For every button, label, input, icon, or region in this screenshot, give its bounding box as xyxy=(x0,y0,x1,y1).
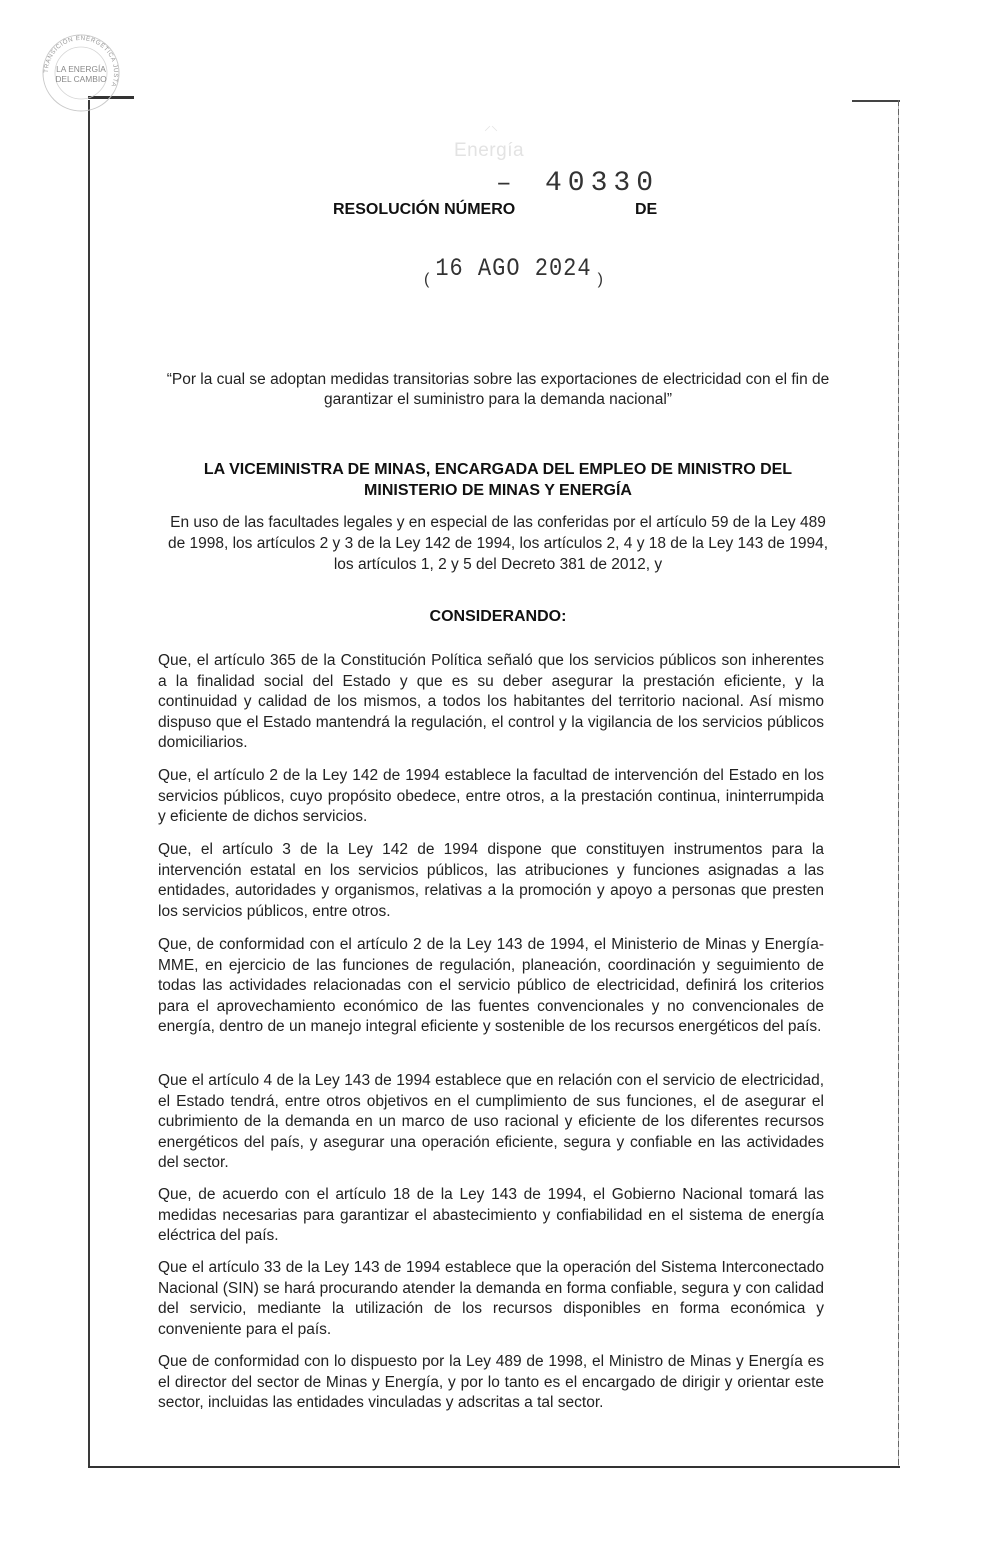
seal-center-line1: LA ENERGÍA xyxy=(56,64,106,74)
seal-ring-text: TRANSICIÓN ENERGÉTICA JUSTA xyxy=(42,34,120,88)
stamp-dash: – xyxy=(496,168,512,198)
considerando-paragraph: Que, el artículo 365 de la Constitución Política señaló que los servicios públicos son inherentes a la finalidad social del Estado y que es su deber asegurar la prestación eficiente, y la continuidad y calidad de los mismos, a todos los habitantes del territorio nacional. Así mismo dispuso que el Estado mantendrá la regulación, el control y la vigilancia de los servicios públicos domiciliarios. xyxy=(158,652,824,751)
resolution-title: RESOLUCIÓN NÚMERO xyxy=(333,201,516,218)
frame-top-right-border xyxy=(852,100,900,102)
resolution-subtitle: “Por la cual se adoptan medidas transitorias sobre las exportaciones de electricidad con el fin de garantizar el suministro para la demanda nacional” xyxy=(166,371,830,408)
date-paren-close: ) xyxy=(597,271,603,288)
date-paren-open: ( xyxy=(424,271,430,288)
resolution-number-stamp: 40330 xyxy=(545,168,660,199)
legal-powers-statement: En uso de las facultades legales y en especial de las conferidas por el artículo 59 de la Ley 489 de 1998, los artículos 2 y 3 de la Ley 142 de 1994, los artículos 2, 4 y 18 de la Ley 143 de 1994, los artículos 1, 2 y 5 del Decreto 381 de 2012, y xyxy=(167,514,829,573)
resolution-de-label: DE xyxy=(635,201,658,218)
resolution-date-stamp xyxy=(424,254,603,288)
considerando-paragraph: Que, el artículo 2 de la Ley 142 de 1994 establece la facultad de intervención del Estado en los servicios públicos, cuyo propósito obedece, entre otros, a la prestación continua, ininterrumpida y eficiente de dichos servicios. xyxy=(158,767,824,825)
issuing-authority: LA VICEMINISTRA DE MINAS, ENCARGADA DEL EMPLEO DE MINISTRO DEL MINISTERIO DE MINAS Y ENERGÍA xyxy=(203,461,793,499)
considerando-paragraph: Que el artículo 4 de la Ley 143 de 1994 establece que en relación con el servicio de electricidad, el Estado tendrá, entre otros objetivos en el cumplimiento de sus funciones, el de asegurar el cubrimiento de la demanda en un marco de uso racional y eficiente de los diferentes recursos energéticos del país, y asegurar una operación eficiente, segura y confiable en las actividades del sector. xyxy=(158,1072,824,1171)
seal-icon xyxy=(40,32,122,114)
frame-right-border xyxy=(898,100,899,1468)
considerando-heading: CONSIDERANDO: xyxy=(429,608,567,625)
frame-left-border xyxy=(88,100,90,1468)
considerando-paragraph: Que, de conformidad con el artículo 2 de la Ley 143 de 1994, el Ministerio de Minas y Energía-MME, en ejercicio de las funciones de regulación, planeación, coordinación y seguimiento de todas las actividades relacionadas con el servicio público de electricidad, definirá los criterios para el aprovechamiento económico de las fuentes convencionales y no convencionales de energía, dentro de un manejo integral eficiente y sostenible de los recursos energéticos del país. xyxy=(158,936,824,1035)
considerando-paragraph: Que el artículo 33 de la Ley 143 de 1994 establece que la operación del Sistema Interconectado Nacional (SIN) se hará procurando atender la demanda en forma confiable, segura y con calidad del servicio, mediante la utilización de los recursos disponibles en forma económica y conveniente para el país. xyxy=(158,1259,824,1338)
seal-center-line2: DEL CAMBIO xyxy=(55,74,107,84)
considerando-paragraph: Que de conformidad con lo dispuesto por la Ley 489 de 1998, el Ministro de Minas y Energía es el director del sector de Minas y Energía, y por lo tanto es el encargado de dirigir y orientar este sector, incluidas las entidades vinculadas y adscritas a tal sector. xyxy=(158,1353,824,1411)
considerando-paragraph: Que, el artículo 3 de la Ley 142 de 1994 dispone que constituyen instrumentos para la intervención estatal en los servicios públicos, las atribuciones y funciones asignadas a las entidades, autoridades y organismos, relativas a la promoción y apoyo a personas que presten los servicios públicos, entre otros. xyxy=(158,841,824,920)
considerando-paragraph: Que, de acuerdo con el artículo 18 de la Ley 143 de 1994, el Gobierno Nacional tomará las medidas necesarias para garantizar el abastecimiento y confiabilidad en el sistema de energía eléctrica del país. xyxy=(158,1186,824,1244)
date-text: 16 AGO 2024 xyxy=(435,254,592,283)
frame-bottom-border xyxy=(88,1466,900,1468)
seal-stamp xyxy=(40,32,122,114)
ministry-emblem-icon: ⸝⸜ xyxy=(484,117,498,133)
watermark-text: Energía xyxy=(454,140,525,161)
